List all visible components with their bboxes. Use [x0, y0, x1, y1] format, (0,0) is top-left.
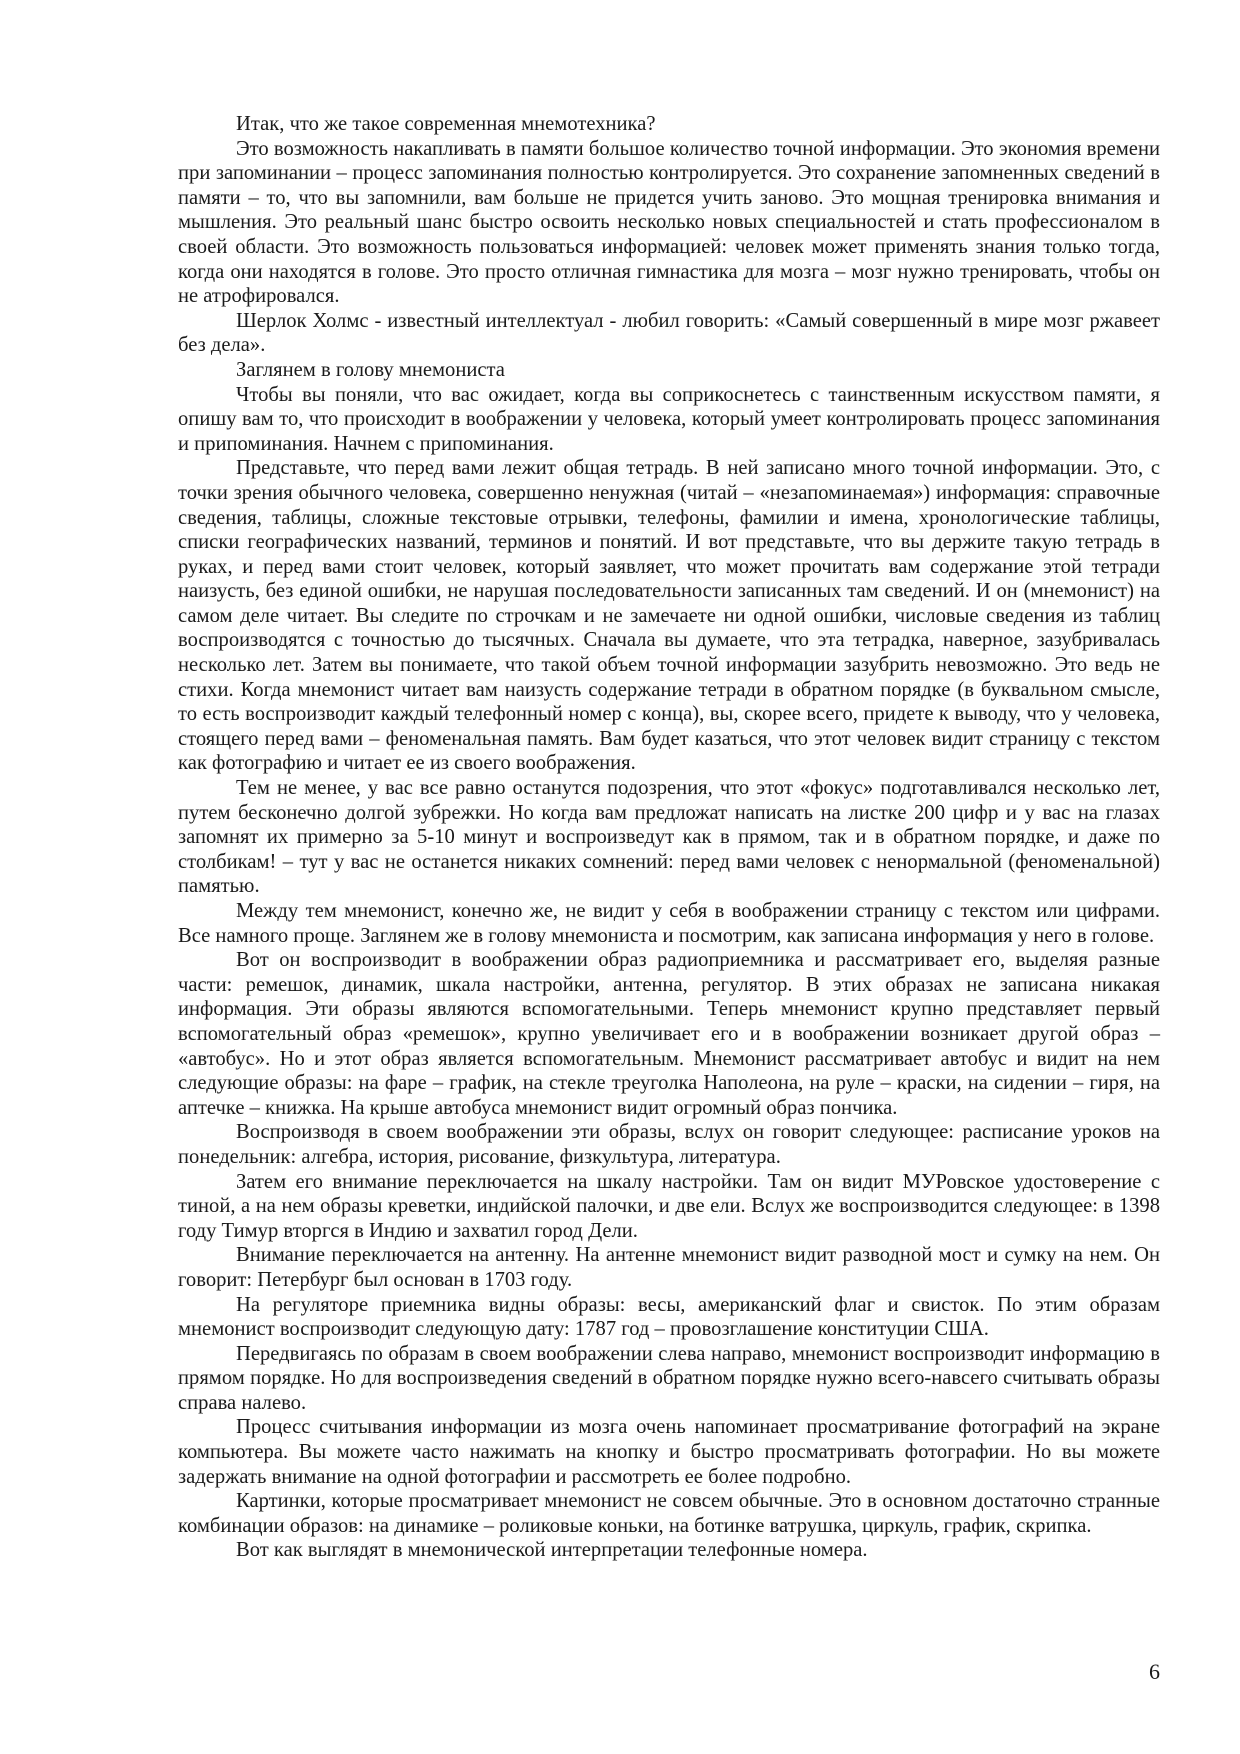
paragraph: Шерлок Холмс - известный интеллектуал - любил говорить: «Самый совершенный в мире мозг ржавеет без дела». — [178, 309, 1160, 357]
paragraph: Внимание переключается на антенну. На антенне мнемонист видит разводной мост и сумку на нем. Он говорит: Петербург был основан в 1703 году. — [178, 1244, 1160, 1291]
paragraph: Тем не менее, у вас все равно останутся подозрения, что этот «фокус» подготавливался несколько лет, путем бесконечно долгой зубрежки. Но когда вам предложат написать на листке 200 цифр и у вас на глазах запомнят их примерно за 5-10 минут и воспроизведут как в прямом, так и в обратном порядке, и даже по столбикам! – тут у вас не останется никаких сомнений: перед вами человек с ненормальной (феноменальной) памятью. — [178, 777, 1160, 898]
paragraph: Чтобы вы поняли, что вас ожидает, когда вы соприкоснетесь с таинственным искусством памяти, я опишу вам то, что происходит в воображении у человека, который умеет контролировать процесс запоминания и припоминания. Начнем с припоминания. — [178, 383, 1160, 455]
paragraph: На регуляторе приемника видны образы: весы, американский флаг и свисток. По этим образам мнемонист воспроизводит следующую дату: 1787 год – провозглашение конституции США. — [178, 1293, 1160, 1341]
intro-question: Итак, что же такое современная мнемотехника? — [236, 113, 656, 135]
paragraph: Вот он воспроизводит в воображении образ радиоприемника и рассматривает его, выделяя разные части: ремешок, динамик, шкала настройки, антенна, регулятор. В этих образах не записана никакая информация. Эти образы являются вспомогательными. Теперь мнемонист крупно представляет первый вспомогательный образ «ремешок», крупно увеличивает его и в воображении возникает другой образ – «автобус». Но и этот образ является вспомогательным. Мнемонист рассматривает автобус и видит на нем следующие образы: на фаре – график, на стекле треуголка Наполеона, на руле – краски, на сидении – гиря, на аптечке – книжка. На крыше автобуса мнемонист видит огромный образ пончика. — [178, 949, 1160, 1119]
document-page — [178, 112, 1160, 1563]
paragraph: Затем его внимание переключается на шкалу настройки. Там он видит МУРовское удостоверение с тиной, а на нем образы креветки, индийской палочки, и две ели. Вслух же воспроизводится следующее: в 1398 году Тимур вторгся в Индию и захватил город Дели. — [178, 1170, 1160, 1242]
paragraph: Вот как выглядят в мнемонической интерпретации телефонные номера. — [236, 1539, 868, 1562]
paragraph: Передвигаясь по образам в своем воображении слева направо, мнемонист воспроизводит информацию в прямом порядке. Но для воспроизведения сведений в обратном порядке нужно всего-навсего считывать образы справа налево. — [178, 1342, 1160, 1414]
paragraph: Представьте, что перед вами лежит общая тетрадь. В ней записано много точной информации. Это, с точки зрения обычного человека, совершенно ненужная (читай – «незапоминаемая») информация: справочные сведения, таблицы, сложные текстовые отрывки, телефоны, фамилии и имена, хронологические таблицы, списки географических названий, терминов и понятий. И вот представьте, что вы держите такую тетрадь в руках, и перед вами стоит человек, который заявляет, что может прочитать вам содержание этой тетради наизусть, без единой ошибки, не нарушая последовательности записанных там сведений. И он (мнемонист) на самом деле читает. Вы следите по строчкам и не замечаете ни одной ошибки, числовые сведения из таблиц воспроизводятся с точностью до тысячных. Сначала вы думаете, что эта тетрадка, наверное, зазубривалась несколько лет. Затем вы понимаете, что такой объем точной информации зазубрить невозможно. Это ведь не стихи. Когда мнемонист читает вам наизусть содержание тетради в обратном порядке (в буквальном смысле, то есть воспроизводит каждый телефонный номер с конца), вы, скорее всего, придете к выводу, что у человека, стоящего перед вами – феноменальная память. Вам будет казаться, что этот человек видит страницу с текстом как фотографию и читает ее из своего воображения. — [178, 457, 1160, 775]
paragraph: Процесс считывания информации из мозга очень напоминает просматривание фотографий на экране компьютера. Вы можете часто нажимать на кнопку и быстро просматривать фотографии. Но вы можете задержать внимание на одной фотографии и рассмотреть ее более подробно. — [178, 1416, 1160, 1488]
paragraph: Картинки, которые просматривает мнемонист не совсем обычные. Это в основном достаточно странные комбинации образов: на динамике – роликовые коньки, на ботинке ватрушка, циркуль, график, скрипка. — [178, 1490, 1160, 1537]
page-number: 6 — [1149, 1659, 1160, 1684]
section-heading: Заглянем в голову мнемониста — [236, 358, 505, 381]
paragraph: Между тем мнемонист, конечно же, не видит у себя в воображении страницу с текстом или цифрами. Все намного проще. Заглянем же в голову мнемониста и посмотрим, как записана информация у него в голове. — [178, 900, 1160, 947]
paragraph: Это возможность накапливать в памяти большое количество точной информации. Это экономия времени при запоминании – процесс запоминания полностью контролируется. Это сохранение запомненных сведений в памяти – то, что вы запомнили, вам больше не придется учить заново. Это мощная тренировка внимания и мышления. Это реальный шанс быстро освоить несколько новых специальностей и стать профессионалом в своей области. Это возможность пользоваться информацией: человек может применять знания только тогда, когда они находятся в голове. Это просто отличная гимнастика для мозга – мозг нужно тренировать, чтобы он не атрофировался. — [178, 137, 1160, 308]
paragraph: Воспроизводя в своем воображении эти образы, вслух он говорит следующее: расписание уроков на понедельник: алгебра, история, рисование, физкультура, литература. — [178, 1121, 1160, 1168]
